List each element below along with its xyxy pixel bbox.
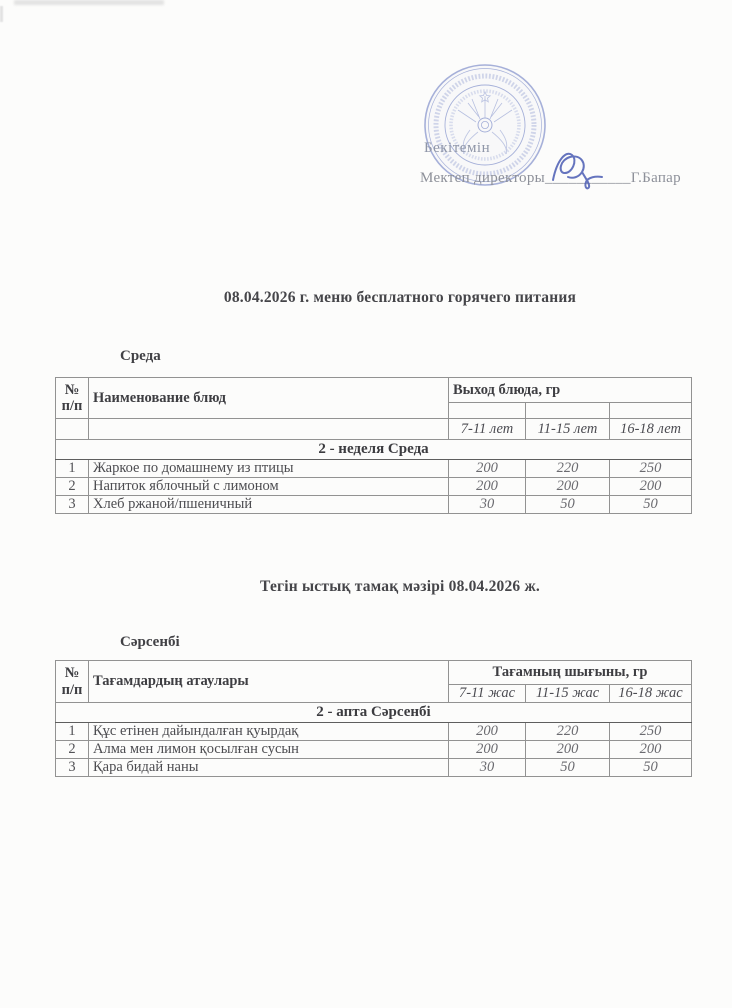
grams-11-15: 220 xyxy=(526,460,610,478)
grams-7-11: 200 xyxy=(449,478,526,496)
age-group-header: 16-18 жас xyxy=(610,685,692,703)
menu-table-kz xyxy=(55,660,692,777)
grams-7-11: 30 xyxy=(449,496,526,514)
grams-16-18: 50 xyxy=(610,496,692,514)
empty-cell xyxy=(89,419,449,440)
scan-artifact xyxy=(14,0,164,5)
empty-cell xyxy=(526,403,610,419)
table-row xyxy=(56,460,692,478)
grams-16-18: 50 xyxy=(610,759,692,777)
column-header-dish-name: Наименование блюд xyxy=(89,378,449,419)
column-header-number: № п/п xyxy=(56,378,89,419)
grams-11-15: 200 xyxy=(526,741,610,759)
grams-7-11: 30 xyxy=(449,759,526,777)
empty-cell xyxy=(610,403,692,419)
week-label-row: 2 - неделя Среда xyxy=(56,440,692,460)
age-group-header: 11-15 лет xyxy=(526,419,610,440)
age-group-header: 7-11 лет xyxy=(449,419,526,440)
grams-16-18: 200 xyxy=(610,478,692,496)
approval-label: Бекітемін xyxy=(424,140,491,156)
table-row xyxy=(56,496,692,514)
signature-icon xyxy=(546,146,606,194)
grams-11-15: 50 xyxy=(526,759,610,777)
empty-cell xyxy=(56,419,89,440)
dish-name: Құс етінен дайындалған қуырдақ xyxy=(89,723,449,741)
column-header-dish-name: Тағамдардың атаулары xyxy=(89,661,449,703)
table-row xyxy=(56,741,692,759)
scan-artifact xyxy=(0,6,3,22)
menu-title-ru: 08.04.2026 г. меню бесплатного горячего питания xyxy=(223,289,577,306)
row-number: 1 xyxy=(56,723,89,741)
table-row xyxy=(56,759,692,777)
row-number: 1 xyxy=(56,460,89,478)
grams-7-11: 200 xyxy=(449,723,526,741)
director-label: Мектеп директоры xyxy=(420,170,546,186)
grams-16-18: 250 xyxy=(610,723,692,741)
column-header-output: Выход блюда, гр xyxy=(449,378,692,403)
column-header-output: Тағамның шығыны, гр xyxy=(449,661,692,685)
dish-name: Хлеб ржаной/пшеничный xyxy=(89,496,449,514)
director-name: Г.Бапар xyxy=(630,170,681,186)
table-row xyxy=(56,723,692,741)
dish-name: Напиток яблочный с лимоном xyxy=(89,478,449,496)
dish-name: Қара бидай наны xyxy=(89,759,449,777)
day-label-ru: Среда xyxy=(120,348,161,364)
grams-16-18: 250 xyxy=(610,460,692,478)
row-number: 2 xyxy=(56,478,89,496)
table-row xyxy=(56,478,692,496)
grams-16-18: 200 xyxy=(610,741,692,759)
row-number: 2 xyxy=(56,741,89,759)
empty-cell xyxy=(449,403,526,419)
grams-11-15: 50 xyxy=(526,496,610,514)
menu-table-ru xyxy=(55,377,692,514)
age-group-header: 16-18 лет xyxy=(610,419,692,440)
row-number: 3 xyxy=(56,496,89,514)
dish-name: Алма мен лимон қосылған сусын xyxy=(89,741,449,759)
grams-7-11: 200 xyxy=(449,460,526,478)
week-label-row: 2 - апта Сәрсенбі xyxy=(56,703,692,723)
signature-line: ___________ xyxy=(545,170,631,186)
menu-title-kz: Тегін ыстық тамақ мәзірі 08.04.2026 ж. xyxy=(260,578,540,595)
age-group-header: 11-15 жас xyxy=(526,685,610,703)
dish-name: Жаркое по домашнему из птицы xyxy=(89,460,449,478)
age-group-header: 7-11 жас xyxy=(449,685,526,703)
grams-7-11: 200 xyxy=(449,741,526,759)
grams-11-15: 220 xyxy=(526,723,610,741)
row-number: 3 xyxy=(56,759,89,777)
column-header-number: № п/п xyxy=(56,661,89,703)
grams-11-15: 200 xyxy=(526,478,610,496)
day-label-kz: Сәрсенбі xyxy=(120,634,180,650)
